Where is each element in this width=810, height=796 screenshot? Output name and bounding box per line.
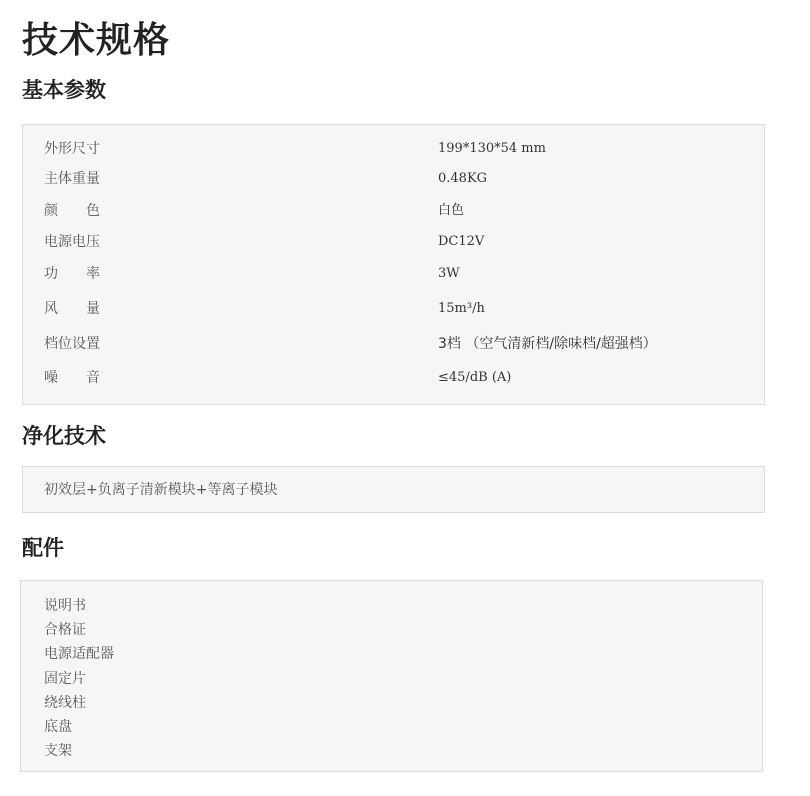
accessory-item: 固定片 — [44, 670, 86, 687]
accessory-item: 合格证 — [44, 622, 86, 639]
spec-value: 0.48KG — [438, 171, 488, 186]
spec-row-size — [23, 137, 764, 161]
spec-row-color — [23, 199, 764, 223]
spec-label: 噪 音 — [44, 370, 100, 386]
spec-row-noise — [23, 366, 764, 390]
accessory-item: 说明书 — [44, 598, 86, 614]
spec-label: 外形尺寸 — [44, 141, 100, 157]
accessory-item: 支架 — [44, 743, 72, 760]
accessories-list — [44, 594, 114, 763]
purification-heading: 净化技术 — [22, 424, 106, 448]
accessory-item: 电源适配器 — [44, 646, 114, 663]
accessories-heading: 配件 — [22, 536, 64, 560]
spec-label: 功 率 — [44, 266, 100, 282]
spec-row-weight — [23, 167, 764, 191]
accessory-item: 绕线柱 — [44, 694, 86, 711]
spec-label: 风 量 — [44, 301, 100, 317]
purification-text: 初效层+负离子清新模块+等离子模块 — [44, 482, 278, 498]
spec-label: 档位设置 — [44, 336, 100, 352]
spec-value: 199*130*54 mm — [438, 141, 546, 156]
page-title: 技术规格 — [22, 20, 171, 61]
spec-value: DC12V — [438, 234, 485, 249]
basic-params-table — [22, 124, 765, 405]
basic-params-heading: 基本参数 — [22, 78, 106, 102]
spec-value: 3W — [438, 266, 460, 281]
accessories-panel — [20, 580, 763, 772]
spec-label: 颜 色 — [44, 203, 100, 219]
spec-row-airflow — [23, 297, 764, 321]
spec-label: 主体重量 — [44, 171, 100, 187]
purification-panel — [22, 466, 765, 513]
spec-value: 15m³/h — [438, 301, 485, 316]
spec-value: 3档 （空气清新档/除味档/超强档） — [438, 336, 657, 352]
spec-value: ≤45/dB (A) — [438, 370, 512, 385]
spec-row-voltage — [23, 230, 764, 254]
spec-value: 白色 — [438, 203, 465, 218]
spec-row-power — [23, 262, 764, 286]
accessory-item: 底盘 — [44, 719, 72, 736]
spec-label: 电源电压 — [44, 234, 100, 250]
spec-row-gears — [23, 332, 764, 356]
